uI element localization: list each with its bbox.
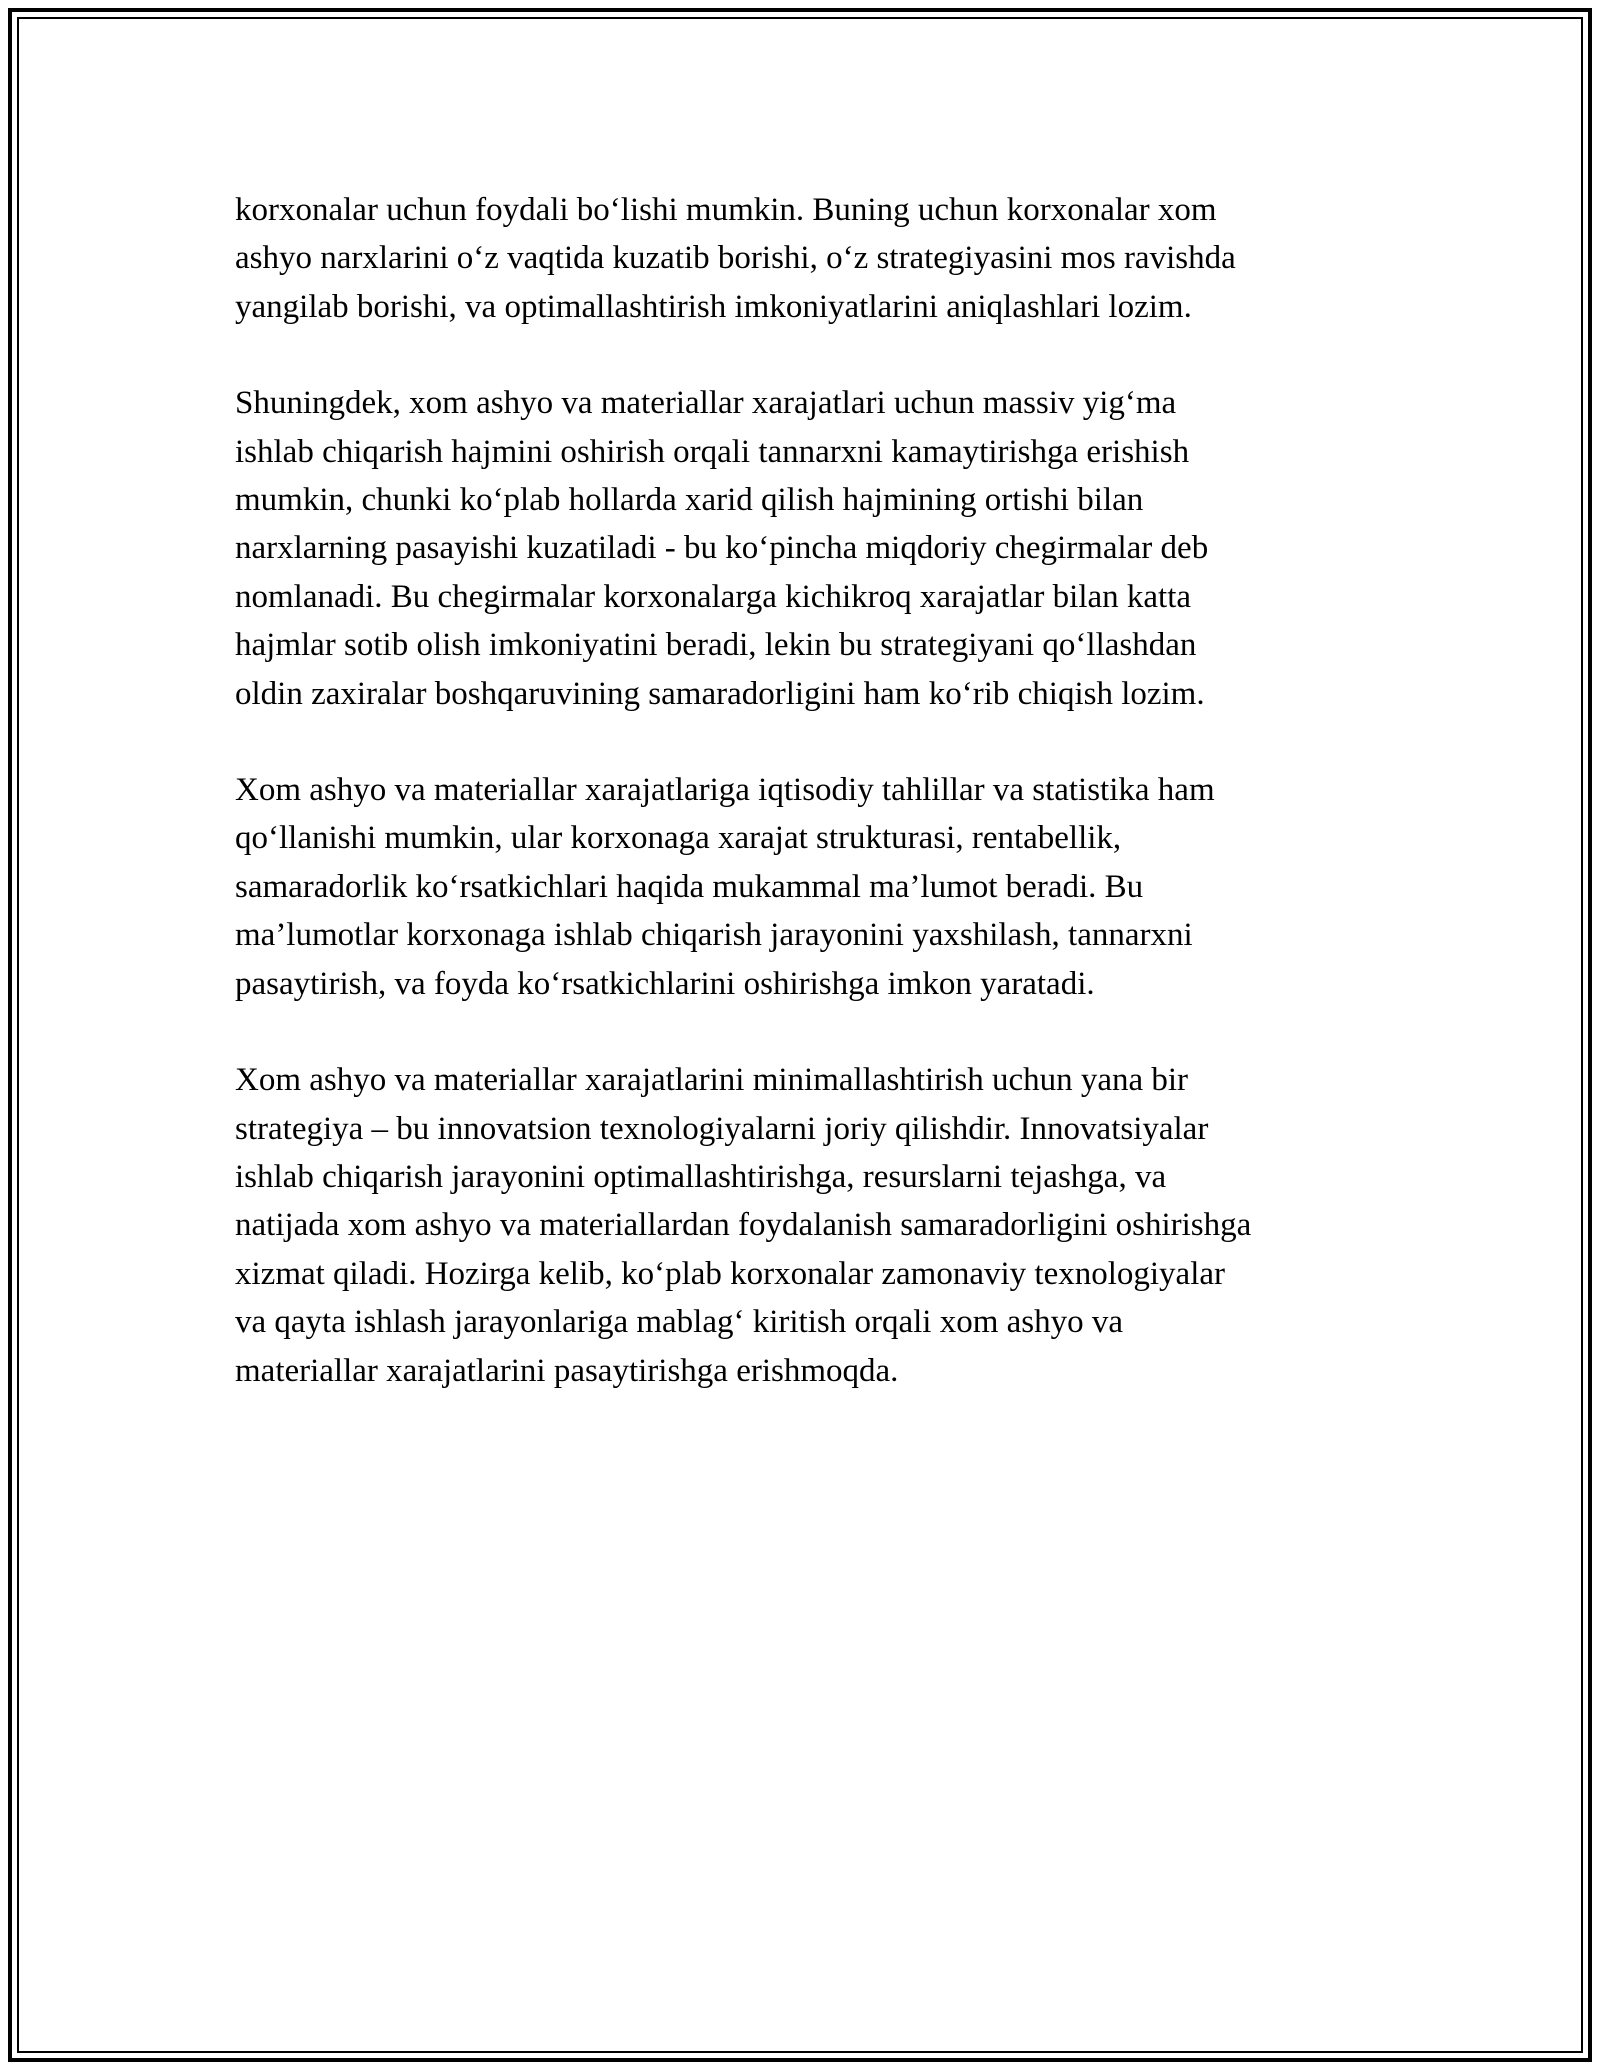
text-line: materiallar xarajatlarini pasaytirishga erishmoqda.: [235, 1352, 899, 1389]
text-line: samaradorlik ko‘rsatkichlari haqida mukammal ma’lumot beradi. Bu: [235, 868, 1144, 905]
text-line: strategiya – bu innovatsion texnologiyalarni joriy qilishdir. Innovatsiyalar: [235, 1110, 1209, 1147]
paragraph-3: [235, 766, 1375, 1008]
text-line: yangilab borishi, va optimallashtirish imkoniyatlarini aniqlashlari lozim.: [235, 288, 1192, 325]
text-line: korxonalar uchun foydali bo‘lishi mumkin. Buning uchun korxonalar xom: [235, 192, 1217, 228]
text-line: nomlanadi. Bu chegirmalar korxonalarga kichikroq xarajatlar bilan katta: [235, 578, 1192, 615]
text-line: qo‘llanishi mumkin, ular korxonaga xarajat strukturasi, rentabellik,: [235, 820, 1122, 857]
text-line: hajmlar sotib olish imkoniyatini beradi, lekin bu strategiyani qo‘llashdan: [235, 627, 1197, 664]
text-line: va qayta ishlash jarayonlariga mablag‘ kiritish orqali xom ashyo va: [235, 1304, 1124, 1341]
text-line: ashyo narxlarini o‘z vaqtida kuzatib borishi, o‘z strategiyasini mos ravishda: [235, 240, 1236, 277]
text-line: narxlarning pasayishi kuzatiladi - bu ko‘pincha miqdoriy chegirmalar deb: [235, 530, 1209, 567]
paragraph-4: [235, 1056, 1375, 1395]
text-line: oldin zaxiralar boshqaruvining samaradorligini ham ko‘rib chiqish lozim.: [235, 675, 1205, 712]
text-line: pasaytirish, va foyda ko‘rsatkichlarini oshirishga imkon yaratadi.: [235, 965, 1095, 1002]
text-line: mumkin, chunki ko‘plab hollarda xarid qilish hajmining ortishi bilan: [235, 482, 1144, 519]
text-line: Xom ashyo va materiallar xarajatlariga iqtisodiy tahlillar va statistika ham: [235, 772, 1215, 809]
text-line: natijada xom ashyo va materiallardan foydalanish samaradorligini oshirishga: [235, 1207, 1252, 1244]
paragraph-1: [235, 186, 1375, 331]
text-line: ishlab chiqarish hajmini oshirish orqali tannarxni kamaytirishga erishish: [235, 433, 1190, 470]
document-body: [235, 186, 1375, 1443]
text-line: ishlab chiqarish jarayonini optimallashtirishga, resurslarni tejashga, va: [235, 1158, 1167, 1195]
text-line: ma’lumotlar korxonaga ishlab chiqarish jarayonini yaxshilash, tannarxni: [235, 917, 1193, 954]
text-line: xizmat qiladi. Hozirga kelib, ko‘plab korxonalar zamonaviy texnologiyalar: [235, 1255, 1225, 1292]
text-line: Shuningdek, xom ashyo va materiallar xarajatlari uchun massiv yig‘ma: [235, 385, 1177, 422]
paragraph-2: [235, 379, 1375, 718]
text-line: Xom ashyo va materiallar xarajatlarini minimallashtirish uchun yana bir: [235, 1062, 1189, 1099]
